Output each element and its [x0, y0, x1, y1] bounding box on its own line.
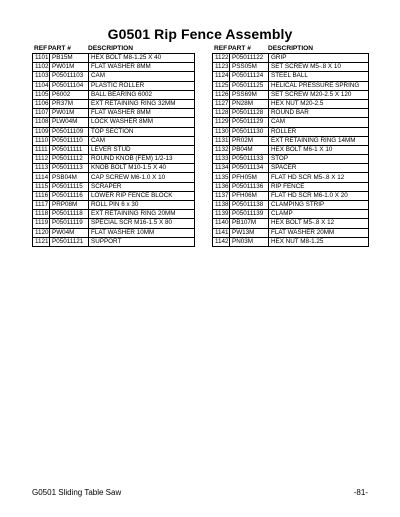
table-row — [213, 63, 369, 72]
ref-cell: 1131 — [213, 136, 230, 145]
ref-cell: 1134 — [213, 164, 230, 173]
description-cell: EXT RETAINING RING 32MM — [89, 99, 195, 108]
ref-cell: 1110 — [33, 136, 50, 145]
ref-cell: 1113 — [33, 164, 50, 173]
ref-cell: 1116 — [33, 191, 50, 200]
ref-cell: 1101 — [33, 54, 50, 63]
header-ref: REF — [34, 45, 48, 52]
table-row — [213, 127, 369, 136]
part-number-cell: PN28M — [230, 99, 269, 108]
description-cell: LOWER RIP FENCE BLOCK — [89, 191, 195, 200]
ref-cell: 1117 — [33, 201, 50, 210]
part-number-cell: PFH06M — [230, 191, 269, 200]
table-row — [213, 164, 369, 173]
description-cell: FLAT WASHER 8MM — [89, 63, 195, 72]
description-cell: ROLL PIN 6 x 30 — [89, 201, 195, 210]
part-number-cell: P05011111 — [50, 145, 89, 154]
part-number-cell: PR37M — [50, 99, 89, 108]
page-title: G0501 Rip Fence Assembly — [107, 26, 293, 42]
part-number-cell: PRP08M — [50, 201, 89, 210]
description-cell: EXT RETAINING RING 20MM — [89, 210, 195, 219]
description-cell: HEX NUT M20-2.5 — [269, 99, 369, 108]
table-row — [33, 99, 195, 108]
description-cell: CAP SCREW M6-1.0 X 10 — [89, 173, 195, 182]
description-cell: HEX BOLT M8-1.25 X 40 — [89, 54, 195, 63]
ref-cell: 1124 — [213, 72, 230, 81]
footer-manual-title: G0501 Sliding Table Saw — [32, 488, 122, 497]
table-row — [213, 201, 369, 210]
part-number-cell: PB107M — [230, 219, 269, 228]
table-row — [213, 99, 369, 108]
description-cell: LOCK WASHER 8MM — [89, 118, 195, 127]
part-number-cell: P05011134 — [230, 164, 269, 173]
description-cell: SUPPORT — [89, 237, 195, 246]
description-cell: HEX BOLT M5-.8 X 12 — [269, 219, 369, 228]
ref-cell: 1142 — [213, 237, 230, 246]
part-number-cell: PR02M — [230, 136, 269, 145]
footer-page-number: -81- — [353, 488, 368, 497]
parts-table — [212, 53, 369, 247]
ref-cell: 1127 — [213, 99, 230, 108]
table-row — [33, 145, 195, 154]
part-number-cell: P05011125 — [230, 81, 269, 90]
table-row — [33, 127, 195, 136]
description-cell: HELICAL PRESSURE SPRING — [269, 81, 369, 90]
ref-cell: 1118 — [33, 210, 50, 219]
table-row — [33, 219, 195, 228]
part-number-cell: PB04M — [230, 145, 269, 154]
header-part: PART # — [228, 45, 251, 52]
table-row — [33, 182, 195, 191]
description-cell: STOP — [269, 155, 369, 164]
ref-cell: 1108 — [33, 118, 50, 127]
ref-cell: 1107 — [33, 109, 50, 118]
table-row — [33, 109, 195, 118]
ref-cell: 1137 — [213, 191, 230, 200]
ref-cell: 1119 — [33, 219, 50, 228]
ref-cell: 1103 — [33, 72, 50, 81]
ref-cell: 1138 — [213, 201, 230, 210]
description-cell: SET SCREW M5-.8 X 10 — [269, 63, 369, 72]
ref-cell: 1106 — [33, 99, 50, 108]
description-cell: TOP SECTION — [89, 127, 195, 136]
part-number-cell: P05011138 — [230, 201, 269, 210]
part-number-cell: P05011133 — [230, 155, 269, 164]
table-row — [213, 173, 369, 182]
part-number-cell: P05011128 — [230, 109, 269, 118]
ref-cell: 1129 — [213, 118, 230, 127]
part-number-cell: P05011130 — [230, 127, 269, 136]
table-row — [213, 54, 369, 63]
header-description: DESCRIPTION — [268, 45, 314, 52]
table-row — [33, 201, 195, 210]
table-row — [213, 118, 369, 127]
description-cell: CLAMP — [269, 210, 369, 219]
parts-table-right — [212, 44, 369, 247]
table-row — [33, 237, 195, 246]
ref-cell: 1122 — [213, 54, 230, 63]
header-description: DESCRIPTION — [88, 45, 134, 52]
table-row — [213, 136, 369, 145]
part-number-cell: PW01M — [50, 109, 89, 118]
table-row — [213, 228, 369, 237]
description-cell: CAM — [269, 118, 369, 127]
part-number-cell: P05011109 — [50, 127, 89, 136]
ref-cell: 1121 — [33, 237, 50, 246]
part-number-cell: PSS69M — [230, 90, 269, 99]
description-cell: ROLLER — [269, 127, 369, 136]
table-row — [213, 109, 369, 118]
description-cell: CLAMPING STRIP — [269, 201, 369, 210]
part-number-cell: PW01M — [50, 63, 89, 72]
table-row — [213, 191, 369, 200]
table-row — [33, 136, 195, 145]
part-number-cell: PW04M — [50, 228, 89, 237]
part-number-cell: P05011116 — [50, 191, 89, 200]
part-number-cell: P6002 — [50, 90, 89, 99]
ref-cell: 1111 — [33, 145, 50, 154]
table-row — [33, 118, 195, 127]
description-cell: BALL BEARING 6002 — [89, 90, 195, 99]
table-row — [33, 228, 195, 237]
description-cell: STEEL BALL — [269, 72, 369, 81]
table-row — [213, 182, 369, 191]
description-cell: SET SCREW M20-2.5 X 120 — [269, 90, 369, 99]
ref-cell: 1104 — [33, 81, 50, 90]
part-number-cell: P05011103 — [50, 72, 89, 81]
description-cell: ROUND BAR — [269, 109, 369, 118]
description-cell: SPECIAL SCR M16-1.5 X 80 — [89, 219, 195, 228]
part-number-cell: PB15M — [50, 54, 89, 63]
table-row — [33, 63, 195, 72]
table-header — [32, 44, 195, 53]
description-cell: HEX BOLT M6-1 X 10 — [269, 145, 369, 154]
description-cell: CAM — [89, 136, 195, 145]
description-cell: GRIP — [269, 54, 369, 63]
table-row — [33, 90, 195, 99]
ref-cell: 1115 — [33, 182, 50, 191]
table-row — [33, 72, 195, 81]
ref-cell: 1140 — [213, 219, 230, 228]
part-number-cell: P05011121 — [50, 237, 89, 246]
part-number-cell: PN03M — [230, 237, 269, 246]
ref-cell: 1105 — [33, 90, 50, 99]
part-number-cell: P05011104 — [50, 81, 89, 90]
table-row — [33, 81, 195, 90]
ref-cell: 1102 — [33, 63, 50, 72]
part-number-cell: PSB04M — [50, 173, 89, 182]
description-cell: RIP FENCE — [269, 182, 369, 191]
header-ref: REF — [214, 45, 228, 52]
description-cell: EXT RETAINING RING 14MM — [269, 136, 369, 145]
part-number-cell: P05011129 — [230, 118, 269, 127]
part-number-cell: P05011139 — [230, 210, 269, 219]
ref-cell: 1133 — [213, 155, 230, 164]
part-number-cell: P05011119 — [50, 219, 89, 228]
ref-cell: 1112 — [33, 155, 50, 164]
ref-cell: 1109 — [33, 127, 50, 136]
ref-cell: 1123 — [213, 63, 230, 72]
table-row — [33, 155, 195, 164]
description-cell: FLAT WASHER 10MM — [89, 228, 195, 237]
description-cell: CAM — [89, 72, 195, 81]
description-cell: FLAT WASHER 20MM — [269, 228, 369, 237]
part-number-cell: PSS05M — [230, 63, 269, 72]
ref-cell: 1125 — [213, 81, 230, 90]
part-number-cell: P05011136 — [230, 182, 269, 191]
ref-cell: 1139 — [213, 210, 230, 219]
ref-cell: 1120 — [33, 228, 50, 237]
part-number-cell: P05011122 — [230, 54, 269, 63]
description-cell: PLASTIC ROLLER — [89, 81, 195, 90]
description-cell: ROUND KNOB (FEM) 1/2-13 — [89, 155, 195, 164]
description-cell: SPACER — [269, 164, 369, 173]
part-number-cell: P05011112 — [50, 155, 89, 164]
ref-cell: 1141 — [213, 228, 230, 237]
table-row — [213, 72, 369, 81]
ref-cell: 1135 — [213, 173, 230, 182]
part-number-cell: PW13M — [230, 228, 269, 237]
ref-cell: 1128 — [213, 109, 230, 118]
part-number-cell: PLW04M — [50, 118, 89, 127]
table-row — [33, 210, 195, 219]
table-row — [33, 191, 195, 200]
header-part: PART # — [48, 45, 71, 52]
table-row — [213, 210, 369, 219]
description-cell: KNOB BOLT M10-1.5 X 40 — [89, 164, 195, 173]
ref-cell: 1114 — [33, 173, 50, 182]
description-cell: SCRAPER — [89, 182, 195, 191]
parts-table — [32, 53, 195, 247]
table-row — [33, 54, 195, 63]
table-row — [213, 155, 369, 164]
description-cell: HEX NUT M8-1.25 — [269, 237, 369, 246]
part-number-cell: P05011124 — [230, 72, 269, 81]
ref-cell: 1136 — [213, 182, 230, 191]
ref-cell: 1132 — [213, 145, 230, 154]
table-row — [33, 173, 195, 182]
part-number-cell: P05011113 — [50, 164, 89, 173]
description-cell: FLAT HD SCR M5-.8 X 12 — [269, 173, 369, 182]
table-row — [213, 90, 369, 99]
table-row — [213, 237, 369, 246]
part-number-cell: P05011115 — [50, 182, 89, 191]
table-row — [33, 164, 195, 173]
table-row — [213, 81, 369, 90]
table-row — [213, 145, 369, 154]
ref-cell: 1126 — [213, 90, 230, 99]
description-cell: LEVER STUD — [89, 145, 195, 154]
table-row — [213, 219, 369, 228]
ref-cell: 1130 — [213, 127, 230, 136]
description-cell: FLAT HD SCR M6-1.0 X 20 — [269, 191, 369, 200]
table-header — [212, 44, 369, 53]
part-number-cell: PFH05M — [230, 173, 269, 182]
part-number-cell: P05011118 — [50, 210, 89, 219]
part-number-cell: P05011110 — [50, 136, 89, 145]
parts-table-left — [32, 44, 195, 247]
description-cell: FLAT WASHER 8MM — [89, 109, 195, 118]
